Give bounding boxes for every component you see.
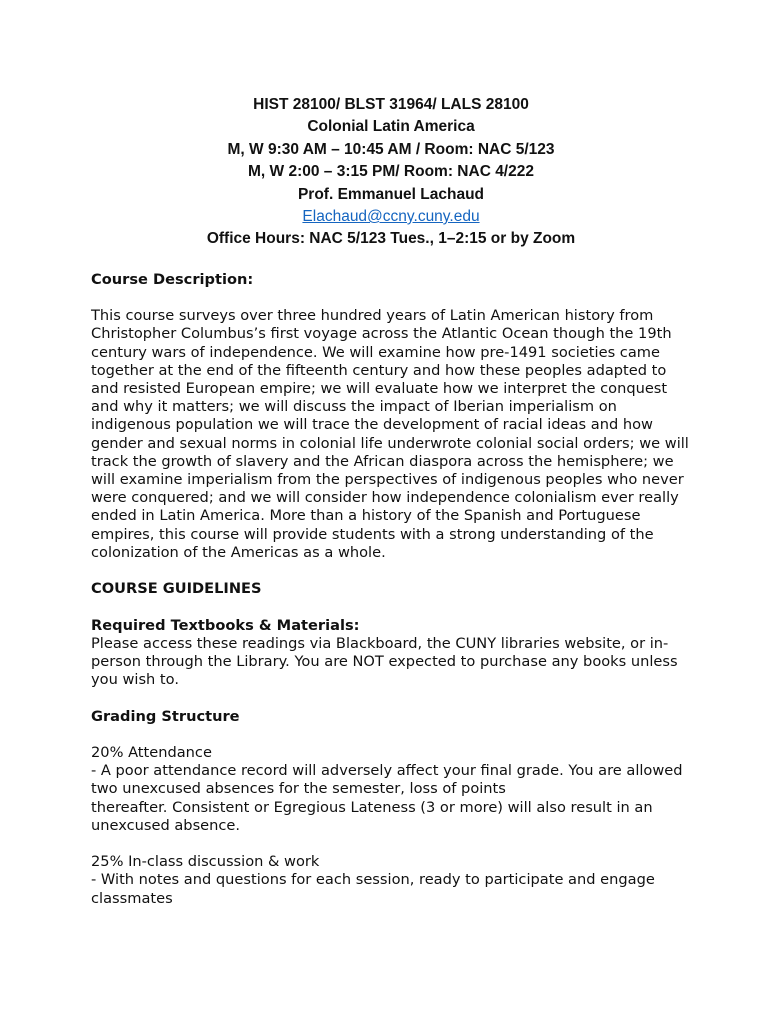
course-header <box>91 94 691 251</box>
course-title: Colonial Latin America <box>307 118 475 136</box>
textbooks-heading: Required Textbooks & Materials: <box>91 616 360 634</box>
syllabus-page <box>91 94 691 908</box>
schedule-section-1: M, W 9:30 AM – 10:45 AM / Room: NAC 5/123 <box>227 140 555 158</box>
course-description-text: This course surveys over three hundred years of Latin American history from Christopher Columbus’s first voyage across the Atlantic Ocean though the 19th century wars of independence. We will examine how pre-1491 societies came together at the end of the fifteenth century and how these peoples adapted to and resisted European empire; we will evaluate how we interpret the conquest and why it matters; we will discuss the impact of Iberian imperialism on indigenous population we will trace the development of racial ideas and how gender and sexual norms in colonial life underwrote colonial social orders; we will track the growth of slavery and the African diaspora across the hemisphere; we will examine imperialism from the perspectives of indigenous peoples who never were conquered; and we will consider how independence colonialism ever really ended in Latin America. More than a history of the Spanish and Portuguese empires, this course will provide students with a strong understanding of the colonization of the Americas as a whole. <box>91 307 689 561</box>
grading-item-detail-continued: thereafter. Consistent or Egregious Lateness (3 or more) will also result in an unexcused absence. <box>91 798 653 834</box>
grading-item-label: 20% Attendance <box>91 744 212 762</box>
grading-heading: Grading Structure <box>91 707 240 725</box>
grading-item-label: 25% In-class discussion & work <box>91 853 320 871</box>
grading-item-detail: - With notes and questions for each session, ready to participate and engage classmates <box>91 871 655 907</box>
office-hours: Office Hours: NAC 5/123 Tues., 1–2:15 or by Zoom <box>206 230 576 248</box>
professor-email-link[interactable]: Elachaud@ccny.cuny.edu <box>302 208 480 226</box>
schedule-section-2: M, W 2:00 – 3:15 PM/ Room: NAC 4/222 <box>248 163 534 181</box>
course-guidelines-heading: COURSE GUIDELINES <box>91 580 262 598</box>
course-codes: HIST 28100/ BLST 31964/ LALS 28100 <box>253 96 529 113</box>
course-description-heading: Course Description: <box>91 270 254 288</box>
professor-name: Prof. Emmanuel Lachaud <box>297 185 485 203</box>
textbooks-text: Please access these readings via Blackboard, the CUNY libraries website, or in-person through the Library. You are NOT expected to purchase any books unless you wish to. <box>91 634 678 689</box>
syllabus-body <box>91 271 691 908</box>
grading-item-detail: - A poor attendance record will adversely affect your final grade. You are allowed two unexcused absences for the semester, loss of points <box>91 762 683 798</box>
